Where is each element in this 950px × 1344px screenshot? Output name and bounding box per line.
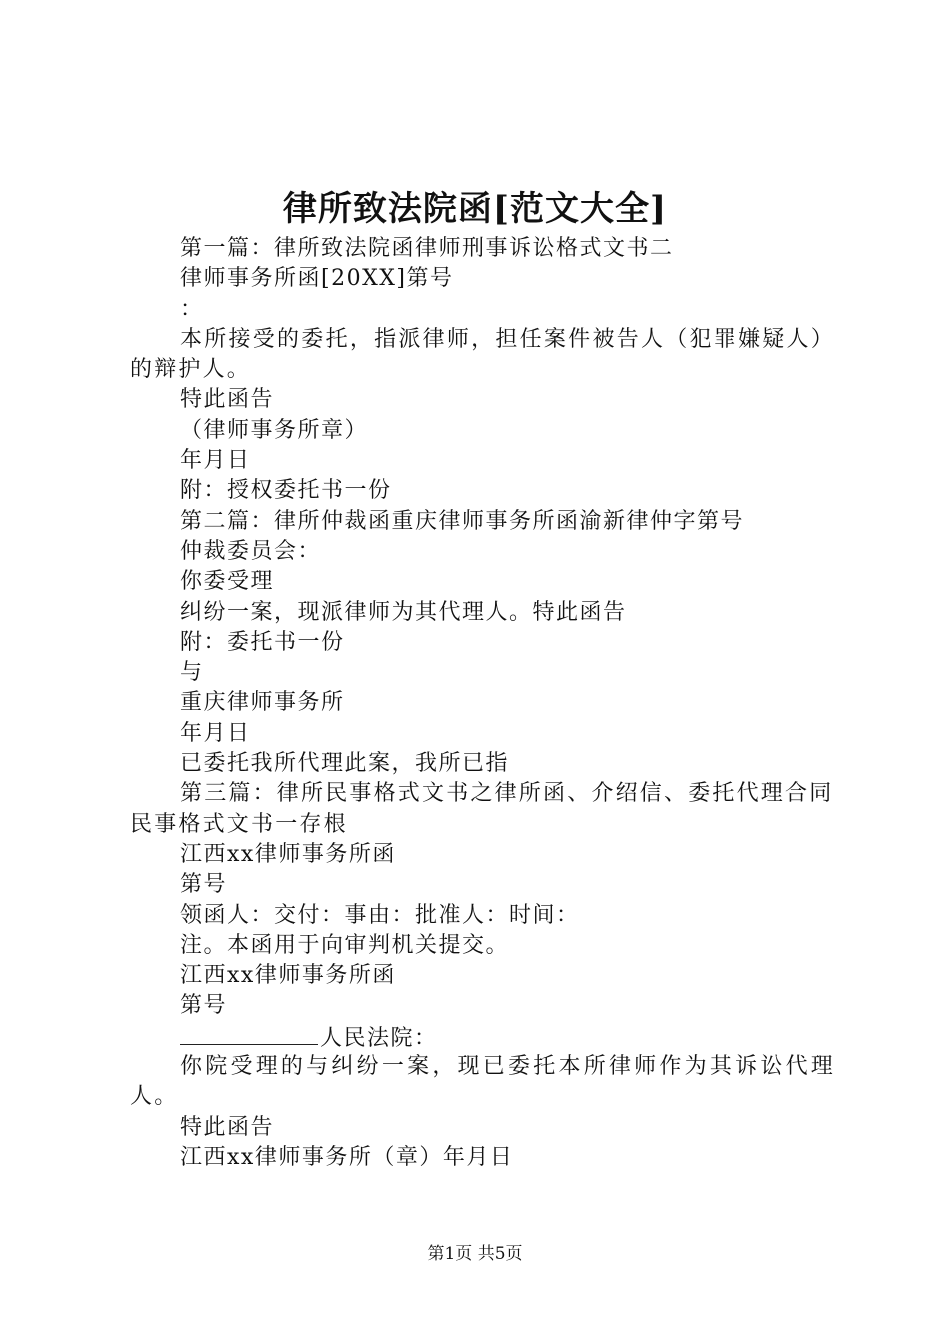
- body-line: 纠纷一案，现派律师为其代理人。特此函告: [180, 599, 627, 625]
- body-line: 律师事务所函[20XX]第号: [180, 266, 454, 292]
- body-line: 第二篇：律所仲裁函重庆律师事务所函渝新律仲字第号: [180, 508, 745, 534]
- body-line: 江西xx律师事务所函: [180, 963, 396, 989]
- body-line: 领函人：交付：事由：批准人：时间：: [180, 902, 580, 928]
- body-line: 注。本函用于向审判机关提交。: [180, 932, 510, 958]
- blank-underline: [180, 1022, 318, 1045]
- page-indicator: 第1页 共5页: [427, 1244, 523, 1264]
- body-line: 已委托我所代理此案，我所已指: [180, 751, 510, 777]
- body-line: 仲裁委员会：: [180, 538, 322, 564]
- body-line: 第一篇：律所致法院函律师刑事诉讼格式文书二: [180, 236, 674, 261]
- document-body: [130, 234, 835, 1173]
- body-line: ：: [180, 296, 204, 322]
- body-line: 重庆律师事务所: [180, 690, 345, 716]
- court-address-line: [130, 1022, 835, 1052]
- body-line: 特此函告: [180, 1114, 275, 1140]
- body-line: 年月日: [180, 720, 251, 746]
- body-paragraph: 你院受理的与纠纷一案，现已委托本所律师作为其诉讼代理人。: [130, 1054, 835, 1110]
- body-line: 特此函告: [180, 387, 275, 413]
- body-line: 你委受理: [180, 569, 275, 595]
- body-paragraph: 第三篇：律所民事格式文书之律所函、介绍信、委托代理合同民事格式文书一存根: [130, 781, 834, 837]
- body-line: 第号: [180, 872, 228, 898]
- body-line: 年月日: [180, 448, 251, 474]
- body-line: （律师事务所章）: [180, 417, 369, 443]
- body-line: 与: [180, 660, 204, 686]
- document-title: 律所致法院函[范文大全]: [282, 189, 668, 229]
- body-paragraph: 本所接受的委托，指派律师，担任案件被告人（犯罪嫌疑人）的辩护人。: [130, 326, 835, 383]
- body-line: 附：授权委托书一份: [180, 478, 392, 504]
- body-line: 江西xx律师事务所（章）年月日: [180, 1144, 514, 1170]
- body-line: 江西xx律师事务所函: [180, 841, 396, 867]
- court-address-label: 人民法院：: [320, 1025, 438, 1051]
- body-line: 附：委托书一份: [180, 629, 345, 655]
- body-line: 第号: [180, 993, 228, 1019]
